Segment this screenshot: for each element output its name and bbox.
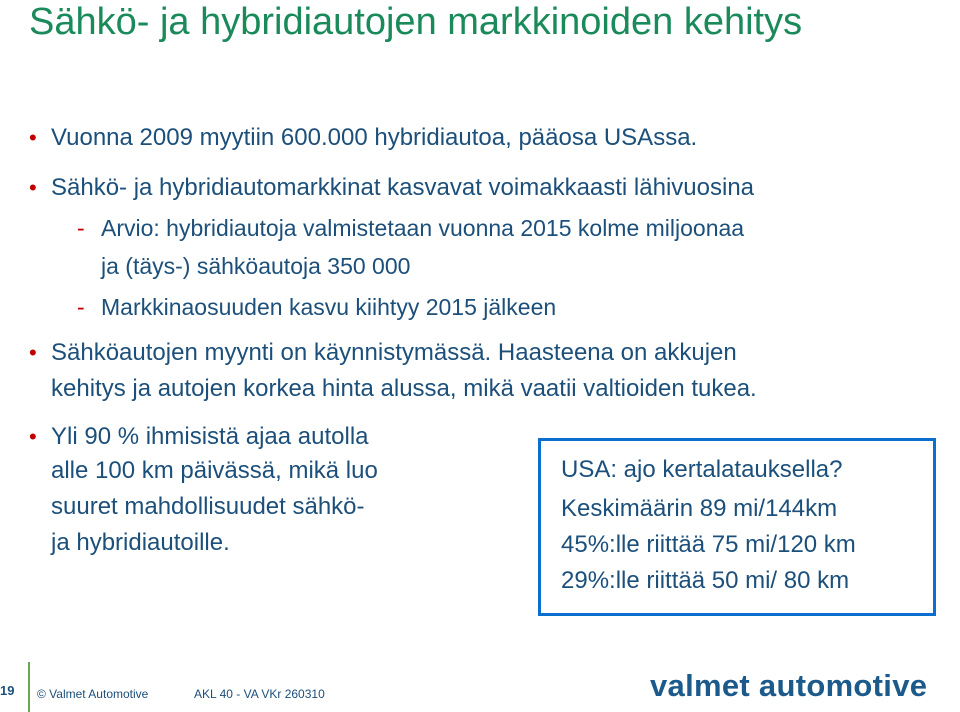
sub-bullet-item [77,212,745,244]
dash-icon: - [77,215,85,241]
valmet-automotive-logo: valmet automotive [650,668,928,703]
callout-line: 45%:lle riittää 75 mi/120 km [561,531,856,558]
bullet-text: Yli 90 % ihmisistä ajaa autolla [51,423,369,450]
bullet-text: Vuonna 2009 myytiin 600.000 hybridiautoa, pääosa USAssa. [51,124,698,151]
bullet-item [29,172,755,204]
bullet-icon: • [29,175,37,200]
callout-line: Keskimäärin 89 mi/144km [561,495,838,522]
bullet-item [29,337,737,369]
bullet-continuation: ja hybridiautoille. [51,529,230,556]
bullet-icon: • [29,424,37,449]
bullet-item [29,122,698,154]
bullet-item [29,421,369,453]
bullet-icon: • [29,125,37,150]
bullet-icon: • [29,340,37,365]
bullet-continuation: alle 100 km päivässä, mikä luo [51,457,378,484]
callout-title: USA: ajo kertalatauksella? [561,456,843,483]
bullet-continuation: suuret mahdollisuudet sähkö- [51,493,365,520]
sub-bullet-item [77,291,557,323]
dash-icon: - [77,294,85,320]
bullet-text: Sähkö- ja hybridiautomarkkinat kasvavat voimakkaasti lähivuosina [51,174,755,201]
bullet-text: Sähköautojen myynti on käynnistymässä. Haasteena on akkujen [51,339,737,366]
callout-box [538,438,936,616]
page-number: 19 [0,683,15,698]
footer-document-code: AKL 40 - VA VKr 260310 [194,687,325,701]
sub-bullet-continuation: ja (täys-) sähköautoja 350 000 [101,253,411,279]
sub-bullet-text: Arvio: hybridiautoja valmistetaan vuonna 2015 kolme miljoonaa [101,215,745,241]
footer-copyright: © Valmet Automotive [37,687,149,701]
callout-line: 29%:lle riittää 50 mi/ 80 km [561,567,850,594]
sub-bullet-text: Markkinaosuuden kasvu kiihtyy 2015 jälkeen [101,294,557,320]
bullet-continuation: kehitys ja autojen korkea hinta alussa, mikä vaatii valtioiden tukea. [51,375,757,402]
footer-divider [28,662,30,712]
slide-title: Sähkö- ja hybridiautojen markkinoiden kehitys [29,1,803,43]
